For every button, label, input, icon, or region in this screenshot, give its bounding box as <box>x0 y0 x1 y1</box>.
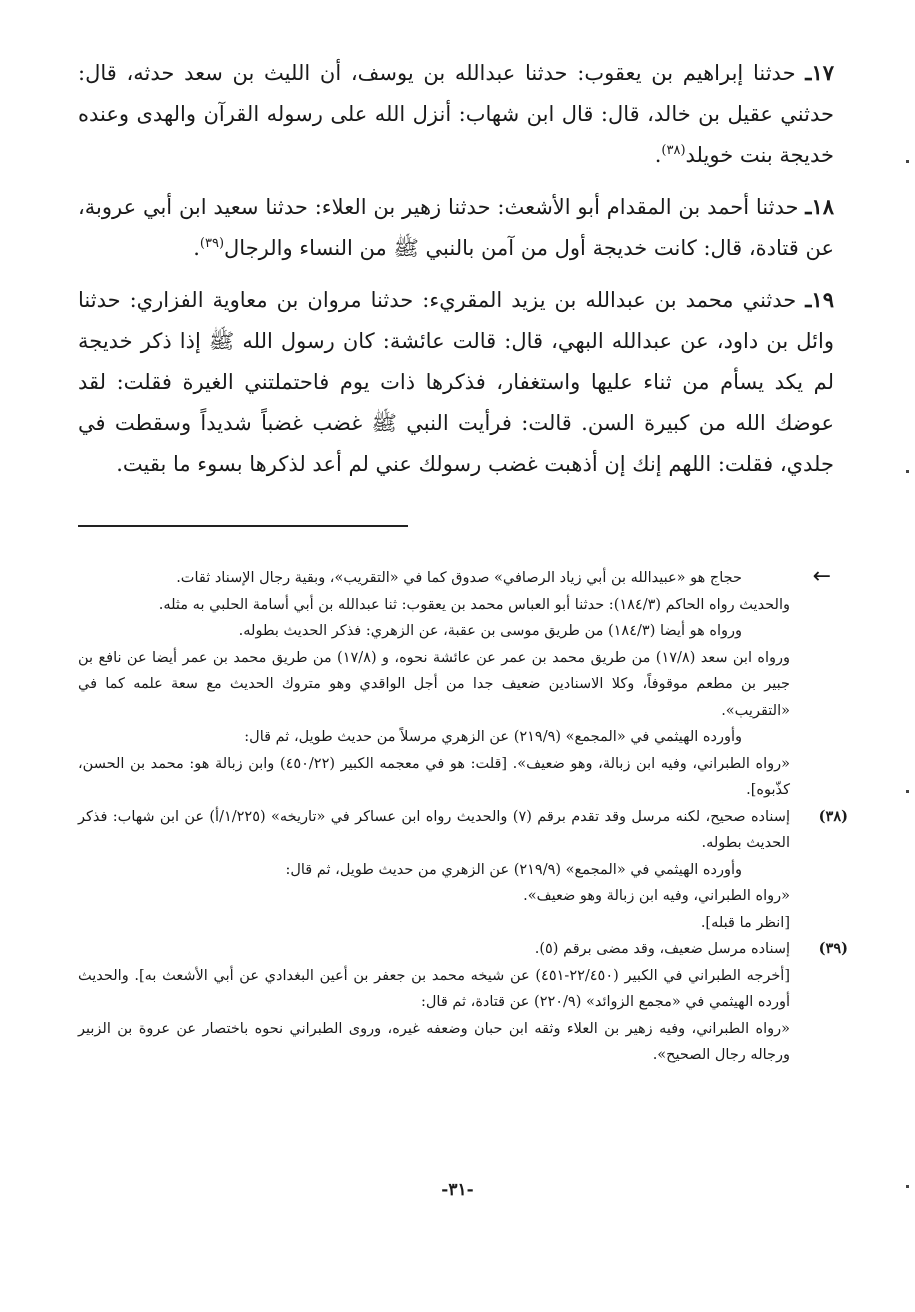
footnote-line: وأورده الهيثمي في «المجمع» (٢١٩/٩) عن الزهري مرسلاً من حديث طويل، ثم قال: <box>244 729 742 745</box>
footnote-number: (٣٩) <box>818 940 848 957</box>
footnote-line: إسناده مرسل ضعيف، وقد مضى برقم (٥). <box>534 941 790 957</box>
footnote-ref[interactable]: (٣٩) <box>199 236 225 251</box>
closing-underline <box>78 525 408 527</box>
footnote-38 <box>78 804 848 937</box>
footnote-39 <box>78 936 848 1069</box>
margin-mark <box>906 790 909 793</box>
footnote-line: ورواه ابن سعد (١٧/٨) من طريق محمد بن عمر عن عائشة نحوه، و (١٧/٨) من طريق محمد بن عمر أيضا عن نافع بن جبير بن مطعم موقوفاً، وكلا الاسنادين ضعيف جدا من أجل الواقدي وهو متروك الحديث مع سعة علمه كما في «التقريب». <box>78 649 791 719</box>
footnote-line: [أخرجه الطبراني في الكبير (٢٢/٤٥٠-٤٥١) عن شيخه محمد بن جعفر بن أعين البغدادي عن أبي الأشعث به]. والحديث أورده الهيثمي في «مجمع الزوائد» (٢٢٠/٩) عن قتادة، ثم قال: <box>78 967 790 1010</box>
margin-mark <box>906 470 909 473</box>
footnote-ref[interactable]: (٣٨) <box>661 143 686 158</box>
hadith-18 <box>78 186 834 269</box>
margin-mark <box>906 160 909 163</box>
page-number: -٣١- <box>441 1180 474 1200</box>
footnote-line: «رواه الطبراني، وفيه ابن زبالة، وهو ضعيف». [قلت: هو في معجمه الكبير (٤٥٠/٢٢) وابن زبالة هو: محمد بن الحسن، كذّبوه]. <box>78 755 790 798</box>
hadith-end: . <box>193 236 200 260</box>
footnote-line: [انظر ما قبله]. <box>700 914 790 931</box>
footnote-line: إسناده صحيح، لكنه مرسل وقد تقدم برقم (٧) والحديث رواه ابن عساكر في «تاريخه» (١/٢٢٥/أ) عن ابن شهاب: فذكر الحديث بطوله. <box>78 808 790 851</box>
hadith-number: ١٧ـ <box>805 60 834 85</box>
footnote-line: والحديث رواه الحاكم (١٨٤/٣): حدثنا أبو العباس محمد بن يعقوب: ثنا عبدالله بن أبي أسامة الحلبي به مثله. <box>158 596 790 613</box>
continuation-arrow-icon: ← <box>812 564 831 589</box>
footnote-line: وأورده الهيثمي في «المجمع» (٢١٩/٩) عن الزهري من حديث طويل، ثم قال: <box>285 861 742 878</box>
footnotes <box>78 565 848 1069</box>
margin-mark <box>906 1185 909 1188</box>
hadith-text: حدثنا إبراهيم بن يعقوب: حدثنا عبدالله بن يوسف، أن الليث بن سعد حدثه، قال: حدثني عقيل بن خالد، قال: قال ابن شهاب: أنزل الله على رسوله القرآن والهدى وعنده خديجة بنت خويلد <box>78 61 834 167</box>
hadith-end: . <box>654 143 662 167</box>
hadith-text: حدثني محمد بن عبدالله بن يزيد المقريء: حدثنا مروان بن معاوية الفزاري: حدثنا وائل بن داود، عن عبدالله البهي، قال: قالت عائشة: كان رسول الله ﷺ إذا ذكر خديجة لم يكد يسأم من ثناء عليها واستغفار، فذكرها ذات يوم فاحتملتني الغيرة فقلت: لقد عوضك الله من كبيرة السن. قالت: فرأيت النبي ﷺ غضب غضباً شديداً وسقطت في جلدي، فقلت: اللهم إنك إن أذهبت غضب رسولك عني لم أعد لذكرها بسوء ما بقيت. <box>78 288 834 476</box>
footnote-line: «رواه الطبراني، وفيه زهير بن العلاء وثقه ابن حبان وضعفه غيره، وروى الطبراني نحوه باختصار عن عروة بن الزبير ورجاله رجال الصحيح». <box>78 1020 790 1063</box>
footnote-line: حجاج هو «عبيدالله بن أبي زياد الرصافي» صدوق كما في «التقريب»، وبقية رجال الإسناد ثقات. <box>176 570 742 586</box>
hadith-number: ١٩ـ <box>805 287 834 312</box>
main-text <box>78 52 834 495</box>
footnote-number: (٣٨) <box>818 807 848 825</box>
hadith-19 <box>78 279 834 485</box>
footnote-line: «رواه الطبراني، وفيه ابن زبالة وهو ضعيف». <box>523 888 790 904</box>
hadith-text: حدثنا أحمد بن المقدام أبو الأشعث: حدثنا زهير بن العلاء: حدثنا سعيد ابن أبي عروبة، عن قتادة، قال: كانت خديجة أول من آمن بالنبي ﷺ من النساء والرجال <box>78 195 834 260</box>
hadith-number: ١٨ـ <box>805 194 834 219</box>
hadith-17 <box>78 52 834 176</box>
footnote-line: ورواه هو أيضا (١٨٤/٣) من طريق موسى بن عقبة، عن الزهري: فذكر الحديث بطوله. <box>238 623 742 639</box>
